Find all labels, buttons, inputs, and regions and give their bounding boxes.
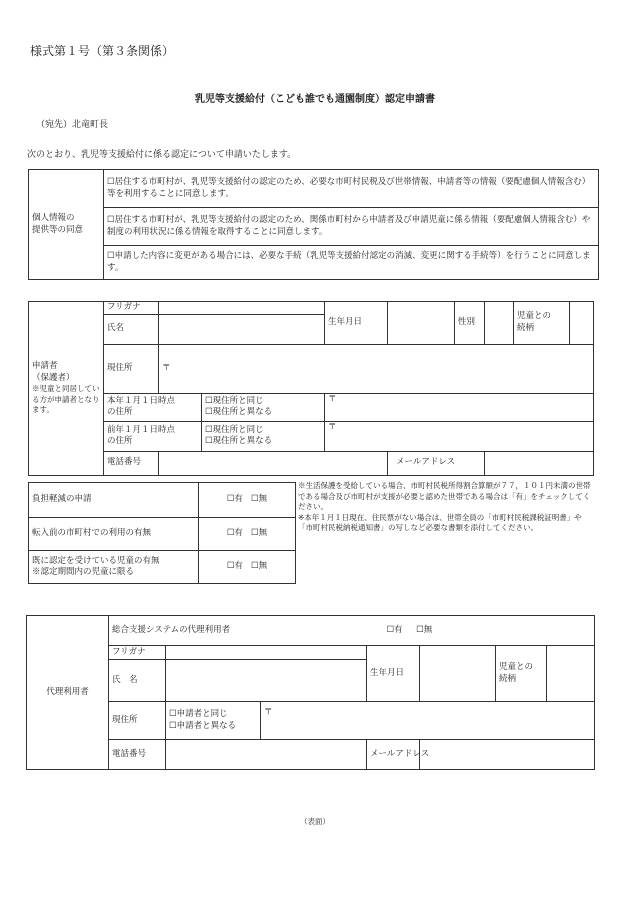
proxy-name-label: 氏 名	[109, 660, 166, 702]
proxy-relationship-label: 児童との 続柄	[496, 646, 547, 702]
applicant-gender-label: 性別	[455, 302, 485, 345]
proxy-address-label: 現住所	[109, 702, 166, 740]
applicant-name-label: 氏名	[104, 314, 159, 344]
proxy-furigana-label: フリガナ	[109, 646, 166, 660]
proxy-same-checkbox[interactable]: ☐申請者と同じ	[169, 709, 228, 719]
proxy-phone-label: 電話番号	[109, 740, 166, 770]
certified-children-no[interactable]: ☐無	[251, 561, 268, 572]
applicant-email-field[interactable]	[485, 451, 594, 475]
proxy-relationship-field[interactable]	[547, 646, 595, 702]
previous-municipality-yes[interactable]: ☐有	[226, 528, 243, 539]
intro-text: 次のとおり、乳児等支援給付に係る認定について申請いたします。	[27, 150, 297, 160]
proxy-furigana-field[interactable]	[166, 646, 367, 660]
applicant-birthdate-field[interactable]	[388, 302, 455, 345]
system-proxy-yes[interactable]: ☐有	[386, 624, 403, 635]
requests-notes: ※生活保護を受給している場合、市町村民税所得割合算額が７７，１０１円未満の世帯である場合及び市町村が支援が必要と認めた世帯である場合は「有」をチェックしてください。 ※本年１月１日現在、住民票がない場合は、世帯全員の「市町村民税課税証明書」や「市町村民税納税通知書」の写しなど必要な書類を添付してください。	[298, 481, 591, 532]
form-title: 乳児等支援給付（こども誰でも通園制度）認定申請書	[195, 94, 435, 105]
applicant-phone-label: 電話番号	[104, 451, 159, 475]
consent-item-3[interactable]: ☐申請した内容に変更がある場合には、必要な手続（乳児等支援給付認定の消滅、変更に関する手続等）を行うことに同意します。	[104, 246, 599, 280]
proxy-name-field[interactable]	[166, 660, 367, 702]
consent-item-1[interactable]: ☐居住する市町村が、乳児等支援給付の認定のため、必要な市町村民税及び世帯情報、申請者等の情報（要配慮個人情報含む）等を利用することに同意します。	[104, 170, 599, 208]
form-number: 様式第１号（第３条関係）	[30, 44, 175, 58]
applicant-section-label: 申請者 （保護者）	[32, 361, 75, 383]
this-year-same-checkbox[interactable]: ☐現住所と同じ	[205, 395, 264, 406]
applicant-address-label: 現住所	[104, 344, 159, 393]
last-year-diff-checkbox[interactable]: ☐現住所と異なる	[205, 436, 273, 446]
last-year-address-field[interactable]	[325, 421, 594, 451]
applicant-furigana-label: フリガナ	[104, 302, 159, 315]
applicant-section-note: ※児童と同居している方が申請者となります。	[32, 384, 100, 414]
proxy-section-label: 代理利用者	[27, 616, 109, 770]
last-year-same-checkbox[interactable]: ☐現住所と同じ	[205, 424, 264, 435]
applicant-relationship-field[interactable]	[570, 302, 594, 345]
certified-children-label: 既に認定を受けている児童の有無 ※認定期間内の児童に限る	[29, 551, 199, 584]
system-proxy-label: 総合支援システムの代理利用者	[109, 616, 367, 646]
postal-mark: 〒	[328, 393, 337, 404]
proxy-birthdate-label: 生年月日	[367, 646, 420, 702]
proxy-diff-checkbox[interactable]: ☐申請者と異なる	[169, 720, 237, 731]
proxy-phone-field[interactable]	[166, 740, 367, 770]
burden-reduction-no[interactable]: ☐無	[251, 494, 268, 505]
applicant-phone-field[interactable]	[159, 451, 388, 475]
requests-table	[28, 482, 296, 584]
applicant-gender-field[interactable]	[485, 302, 514, 345]
proxy-email-label: メールアドレス	[367, 740, 420, 770]
applicant-birthdate-label: 生年月日	[325, 302, 388, 345]
applicant-table	[28, 301, 594, 476]
proxy-address-field[interactable]	[261, 702, 595, 740]
postal-mark: 〒	[264, 707, 273, 717]
previous-municipality-no[interactable]: ☐無	[251, 528, 268, 539]
page-side-label: （表面）	[300, 817, 330, 826]
applicant-name-field[interactable]	[159, 314, 325, 344]
proxy-birthdate-field[interactable]	[420, 646, 496, 702]
consent-label: 個人情報の 提供等の同意	[29, 170, 104, 280]
applicant-address-field[interactable]	[159, 344, 594, 393]
addressee: （宛先）北竜町長	[36, 120, 109, 130]
postal-mark: 〒	[162, 362, 171, 373]
jan1-last-year-label: 前年１月１日時点 の住所	[104, 421, 202, 451]
certified-children-yes[interactable]: ☐有	[226, 561, 243, 572]
applicant-relationship-label: 児童との 続柄	[514, 302, 570, 345]
system-proxy-no[interactable]: ☐無	[416, 624, 433, 635]
this-year-diff-checkbox[interactable]: ☐現住所と異なる	[205, 407, 273, 417]
burden-reduction-yes[interactable]: ☐有	[226, 494, 243, 505]
consent-item-2[interactable]: ☐居住する市町村が、乳児等支援給付の認定のため、関係市町村から申請者及び申請児童に係る情報（要配慮個人情報含む）や制度の利用状況に係る情報を取得することに同意します。	[104, 208, 599, 246]
this-year-address-field[interactable]	[325, 393, 594, 421]
previous-municipality-label: 転入前の市町村での利用の有無	[29, 518, 199, 551]
postal-mark: 〒	[328, 421, 337, 432]
applicant-furigana-field[interactable]	[159, 302, 325, 315]
proxy-email-field[interactable]	[420, 740, 595, 770]
proxy-table	[26, 615, 595, 770]
consent-table	[28, 169, 599, 280]
jan1-this-year-label: 本年１月１日時点 の住所	[104, 393, 202, 421]
applicant-email-label: メールアドレス	[388, 451, 485, 475]
burden-reduction-label: 負担軽減の申請	[29, 483, 199, 518]
